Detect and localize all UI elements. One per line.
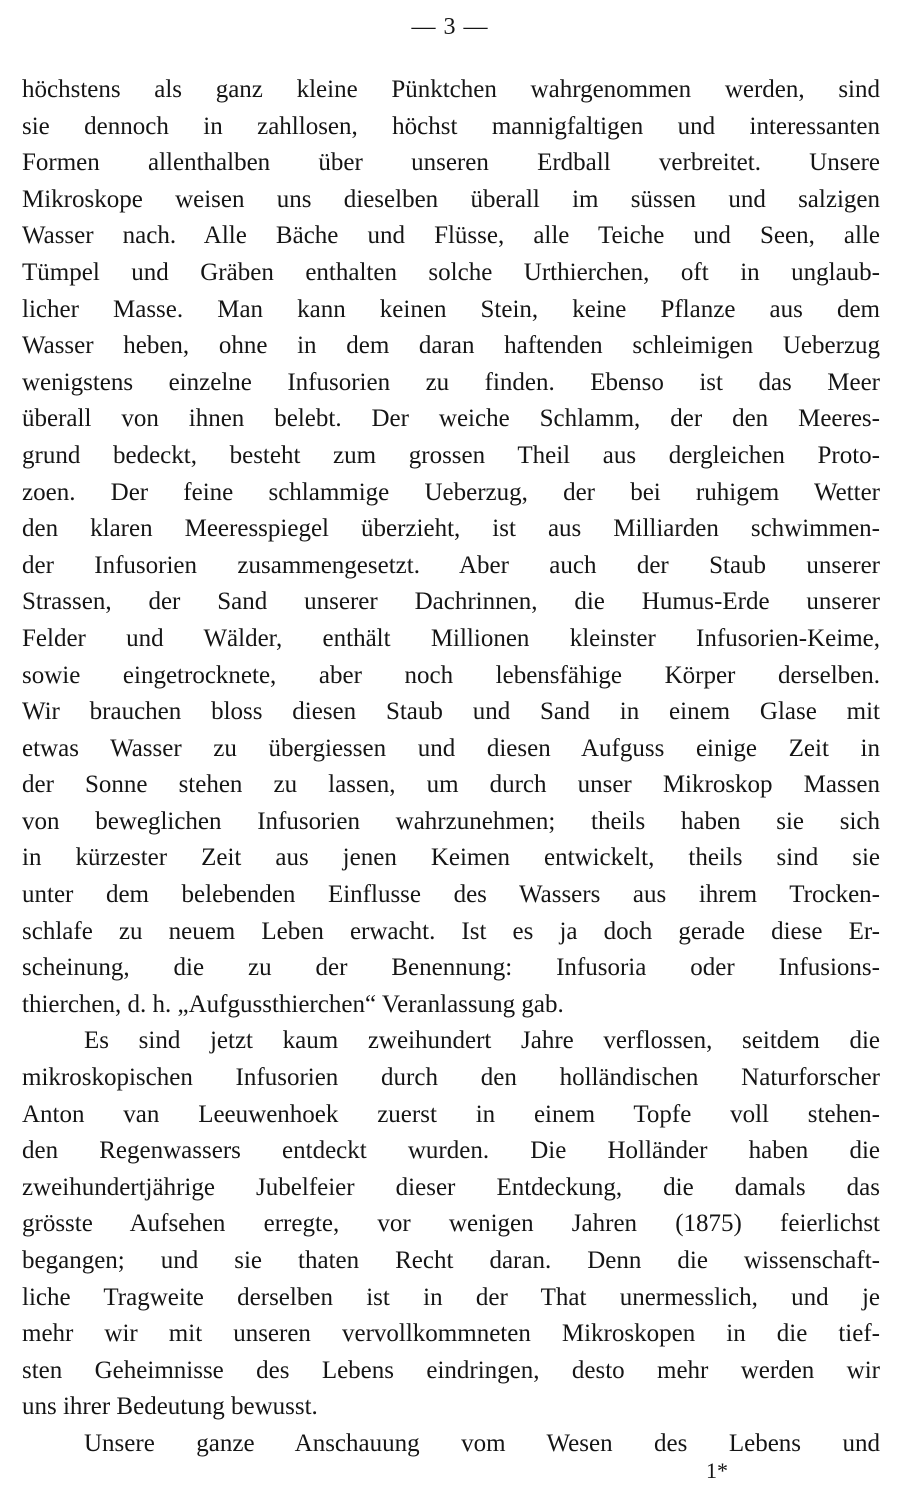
text-line: Wasser nach. Alle Bäche und Flüsse, alle Teiche und Seen, alle	[22, 222, 880, 250]
text-line: liche Tragweite derselben ist in der That unermesslich, und je	[22, 1283, 880, 1311]
text-line: Mikroskope weisen uns dieselben überall im süssen und salzigen	[22, 185, 880, 213]
text-line: der Infusorien zusammengesetzt. Aber auch der Staub unserer	[22, 551, 880, 579]
text-line: Strassen, der Sand unserer Dachrinnen, die Humus-Erde unserer	[22, 588, 880, 616]
text-line: schlafe zu neuem Leben erwacht. Ist es ja doch gerade diese Er-	[22, 917, 880, 945]
page-number: — 3 —	[411, 14, 489, 40]
text-line: den Regenwassers entdeckt wurden. Die Holländer haben die	[22, 1137, 880, 1165]
text-line: scheinung, die zu der Benennung: Infusoria oder Infusions-	[22, 954, 880, 982]
text-line: Formen allenthalben über unseren Erdball verbreitet. Unsere	[22, 149, 880, 177]
text-line: grösste Aufsehen erregte, vor wenigen Jahren (1875) feierlichst	[22, 1210, 880, 1238]
text-line: unter dem belebenden Einflusse des Wassers aus ihrem Trocken-	[22, 881, 880, 909]
text-line: uns ihrer Bedeutung bewusst.	[22, 1393, 318, 1421]
text-line: in kürzester Zeit aus jenen Keimen entwickelt, theils sind sie	[22, 844, 880, 872]
text-line: zweihundertjährige Jubelfeier dieser Entdeckung, die damals das	[22, 1173, 880, 1201]
text-line: mehr wir mit unseren vervollkommneten Mikroskopen in die tief-	[22, 1320, 880, 1348]
text-line: überall von ihnen belebt. Der weiche Schlamm, der den Meeres-	[22, 405, 880, 433]
signature-mark: 1*	[706, 1458, 728, 1483]
text-line: höchstens als ganz kleine Pünktchen wahrgenommen werden, sind	[22, 76, 880, 103]
text-line: sten Geheimnisse des Lebens eindringen, desto mehr werden wir	[22, 1356, 880, 1384]
text-line: Anton van Leeuwenhoek zuerst in einem Topfe voll stehen-	[22, 1100, 880, 1128]
text-line: der Sonne stehen zu lassen, um durch unser Mikroskop Massen	[22, 771, 880, 799]
text-line: zoen. Der feine schlammige Ueberzug, der bei ruhigem Wetter	[22, 478, 880, 506]
text-line: thierchen, d. h. „Aufgussthierchen“ Veranlassung gab.	[22, 990, 564, 1018]
text-line: von beweglichen Infusorien wahrzunehmen; theils haben sie sich	[22, 807, 880, 835]
body-text	[22, 72, 880, 1463]
text-line: grund bedeckt, besteht zum grossen Theil aus dergleichen Proto-	[22, 441, 880, 469]
text-line: licher Masse. Man kann keinen Stein, keine Pflanze aus dem	[22, 295, 880, 323]
text-line: wenigstens einzelne Infusorien zu finden. Ebenso ist das Meer	[22, 368, 880, 396]
text-line: etwas Wasser zu übergiessen und diesen Aufguss einige Zeit in	[22, 734, 880, 762]
text-line: sie dennoch in zahllosen, höchst mannigfaltigen und interessanten	[22, 112, 880, 140]
text-line: sowie eingetrocknete, aber noch lebensfähige Körper derselben.	[22, 661, 880, 689]
text-line: Tümpel und Gräben enthalten solche Urthierchen, oft in unglaub-	[22, 258, 880, 286]
text-line: Wir brauchen bloss diesen Staub und Sand in einem Glase mit	[22, 698, 880, 726]
text-line: den klaren Meeresspiegel überzieht, ist aus Milliarden schwimmen-	[22, 515, 880, 543]
text-line: mikroskopischen Infusorien durch den holländischen Naturforscher	[22, 1064, 880, 1092]
text-line: Unsere ganze Anschauung vom Wesen des Lebens und	[84, 1429, 880, 1457]
text-line: Wasser heben, ohne in dem daran haftenden schleimigen Ueberzug	[22, 332, 880, 360]
text-line: Es sind jetzt kaum zweihundert Jahre verflossen, seitdem die	[84, 1027, 880, 1055]
text-line: begangen; und sie thaten Recht daran. Denn die wissenschaft-	[22, 1247, 880, 1274]
text-line: Felder und Wälder, enthält Millionen kleinster Infusorien-Keime,	[22, 624, 880, 652]
